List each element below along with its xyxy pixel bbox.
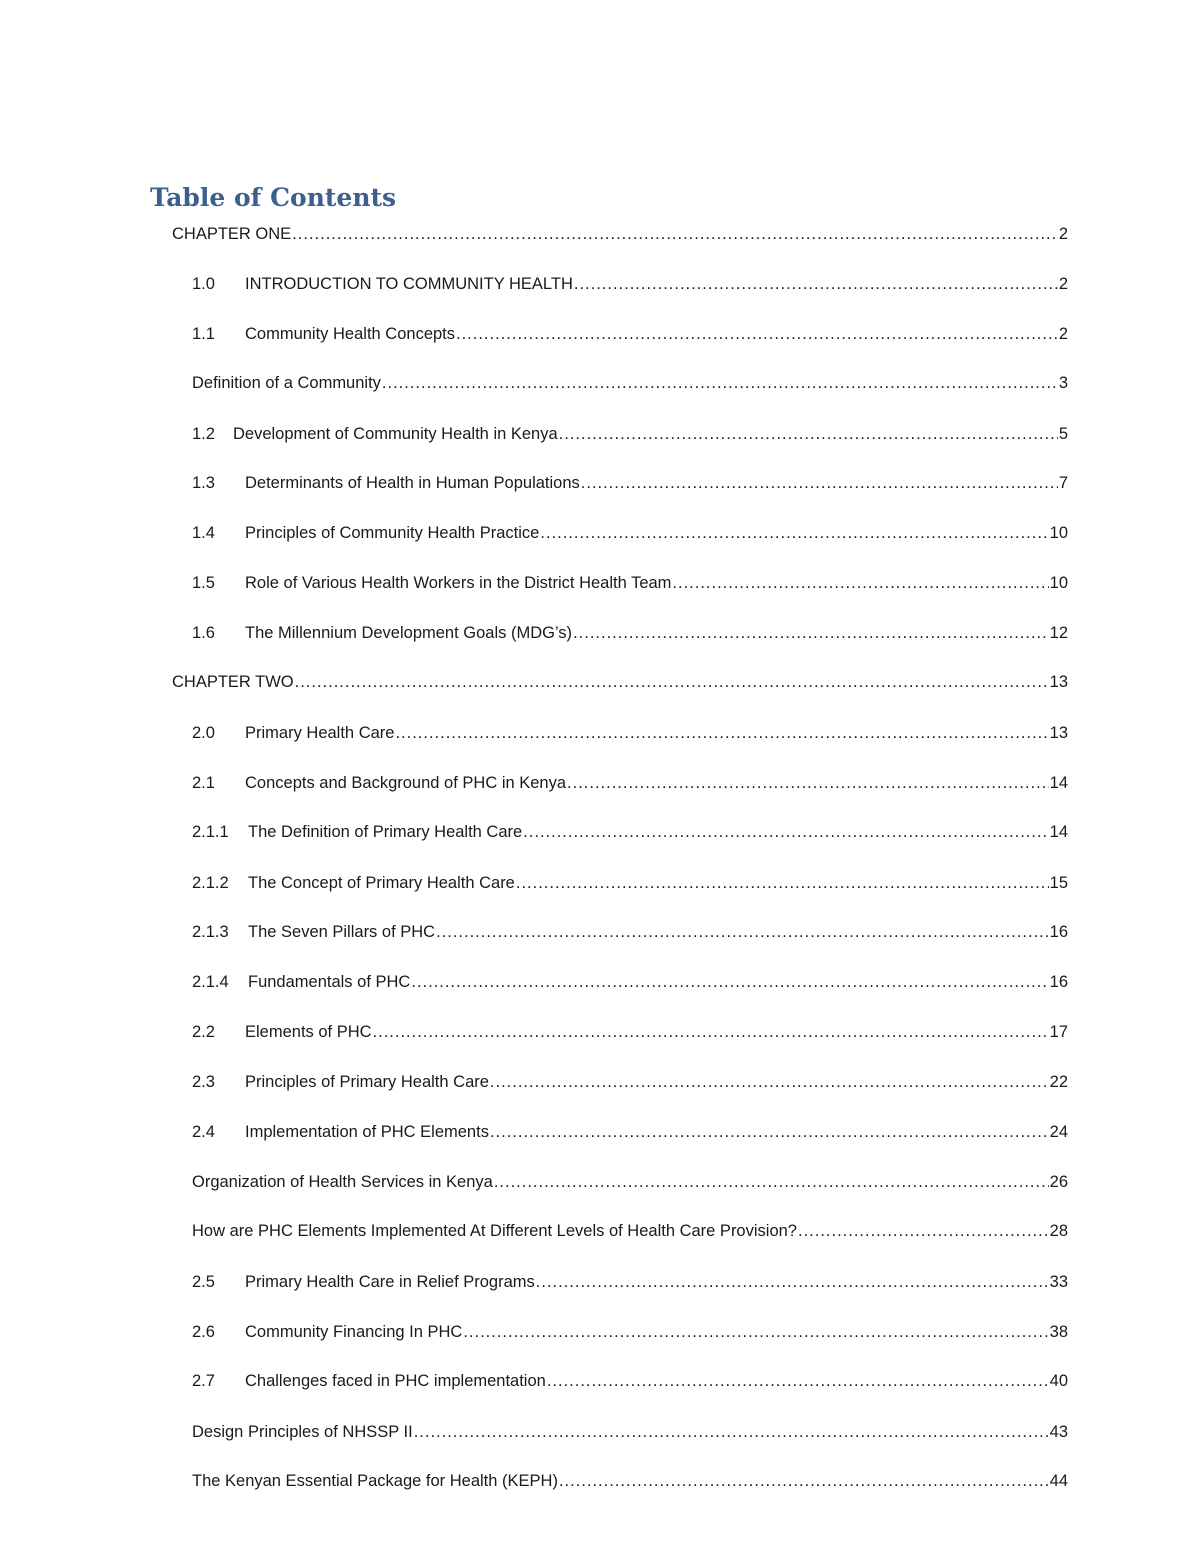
toc-entry-label: The Concept of Primary Health Care [248,874,515,892]
toc-entry[interactable] [172,670,1068,694]
toc-entry-number: 1.3 [192,474,215,492]
toc-leader [547,1369,1049,1393]
toc-entry-page: 44 [1049,1472,1068,1490]
toc-entry-number: 1.6 [192,624,215,642]
toc-entry-number: 2.1.2 [192,874,229,892]
toc-entry-number: 2.6 [192,1323,215,1341]
toc-entry-label: Organization of Health Services in Kenya [192,1173,493,1191]
toc-entry-number: 2.1 [192,774,215,792]
toc-entry-label: Concepts and Background of PHC in Kenya [245,774,567,792]
toc-entry-page: 15 [1049,874,1068,892]
toc-leader [414,1420,1049,1444]
toc-entry[interactable] [192,1120,1068,1144]
toc-entry-page: 33 [1049,1273,1068,1291]
toc-entry-number: 1.2 [192,425,215,443]
toc-leader [494,1170,1049,1194]
toc-entry-label: Primary Health Care in Relief Programs [245,1273,535,1291]
toc-entry[interactable] [192,920,1068,944]
toc-entry-page: 22 [1049,1073,1068,1091]
toc-entry[interactable] [192,1369,1068,1393]
toc-entry-number: 2.3 [192,1073,215,1091]
toc-entry-page: 38 [1049,1323,1068,1341]
toc-entry[interactable] [192,1320,1068,1344]
toc-entry[interactable] [192,322,1068,346]
toc-entry-page: 40 [1049,1372,1068,1390]
toc-entry-page: 2 [1058,225,1068,243]
toc-entry-label: The Definition of Primary Health Care [248,823,523,841]
toc-leader [395,721,1048,745]
toc-entry[interactable] [192,1270,1068,1294]
toc-entry-number: 2.4 [192,1123,215,1141]
toc-entry-page: 16 [1049,973,1068,991]
toc-entry[interactable] [172,222,1068,246]
toc-entry-label: Determinants of Health in Human Populations [245,474,580,492]
toc-leader [573,621,1049,645]
toc-entry-page: 2 [1058,325,1068,343]
toc-entry-label: INTRODUCTION TO COMMUNITY HEALTH [245,275,573,293]
toc-leader [672,571,1048,595]
toc-entry[interactable] [192,1070,1068,1094]
toc-entry-label: Fundamentals of PHC [248,973,411,991]
toc-leader [295,670,1049,694]
toc-entry-page: 13 [1049,673,1068,691]
toc-entry-page: 10 [1049,574,1068,592]
toc-entry-number: 1.5 [192,574,215,592]
toc-leader [292,222,1058,246]
toc-leader [490,1120,1049,1144]
toc-entry-label: CHAPTER ONE [172,225,292,243]
toc-entry-page: 10 [1049,524,1068,542]
toc-entry-page: 12 [1049,624,1068,642]
toc-entry-number: 2.0 [192,724,215,742]
toc-entry[interactable] [192,621,1068,645]
toc-entry[interactable] [192,471,1068,495]
toc-entry-number: 1.4 [192,524,215,542]
toc-leader [540,521,1048,545]
toc-leader [490,1070,1049,1094]
toc-leader [567,771,1049,795]
toc-entry-page: 2 [1058,275,1068,293]
toc-entry-label: How are PHC Elements Implemented At Different Levels of Health Care Provision? [192,1222,797,1240]
toc-entry-page: 13 [1049,724,1068,742]
toc-entry-page: 5 [1058,425,1068,443]
toc-entry-label: Community Financing In PHC [245,1323,463,1341]
toc-entry-page: 43 [1049,1423,1068,1441]
toc-leader [559,1469,1049,1493]
toc-leader [523,820,1048,844]
toc-entry-number: 2.7 [192,1372,215,1390]
toc-entry-label: Development of Community Health in Kenya [233,425,558,443]
toc-entry[interactable] [192,521,1068,545]
toc-entry-label: The Seven Pillars of PHC [248,923,436,941]
toc-entry-number: 2.2 [192,1023,215,1041]
toc-entry-page: 24 [1049,1123,1068,1141]
toc-entry[interactable] [192,970,1068,994]
toc-leader [411,970,1048,994]
toc-entry-label: Primary Health Care [245,724,395,742]
toc-entry[interactable] [192,422,1068,446]
toc-entry-number: 1.1 [192,325,215,343]
toc-entry-label: Role of Various Health Workers in the District Health Team [245,574,672,592]
toc-entry-label: Challenges faced in PHC implementation [245,1372,546,1390]
toc-leader [798,1219,1049,1243]
toc-entry-page: 14 [1049,823,1068,841]
toc-leader [456,322,1058,346]
toc-entry[interactable] [192,571,1068,595]
toc-leader [373,1020,1049,1044]
toc-leader [463,1320,1048,1344]
toc-entry-page: 26 [1049,1173,1068,1191]
toc-entry-label: Community Health Concepts [245,325,456,343]
toc-entry-label: Principles of Community Health Practice [245,524,540,542]
toc-entry-number: 2.1.3 [192,923,229,941]
toc-entry-label: Elements of PHC [245,1023,372,1041]
toc-entry[interactable] [192,1469,1068,1493]
toc-entry[interactable] [192,871,1068,895]
toc-entry-label: Implementation of PHC Elements [245,1123,489,1141]
toc-title: Table of Contents [150,183,397,212]
toc-entry-page: 3 [1058,374,1068,392]
toc-entry-label: The Millennium Development Goals (MDG’s) [245,624,573,642]
toc-entry-label: Principles of Primary Health Care [245,1073,489,1091]
toc-entry-page: 17 [1049,1023,1068,1041]
toc-entry-page: 28 [1049,1222,1068,1240]
toc-entry[interactable] [192,1219,1068,1243]
toc-entry-number: 1.0 [192,275,215,293]
toc-entry-label: CHAPTER TWO [172,673,294,691]
toc-entry-page: 16 [1049,923,1068,941]
toc-entry-page: 7 [1058,474,1068,492]
toc-leader [574,272,1058,296]
toc-leader [436,920,1049,944]
toc-entry[interactable] [192,371,1068,395]
toc-leader [516,871,1049,895]
toc-entry[interactable] [192,721,1068,745]
toc-leader [581,471,1058,495]
toc-entry[interactable] [192,1020,1068,1044]
toc-leader [382,371,1058,395]
toc-entry-page: 14 [1049,774,1068,792]
toc-entry-label: Design Principles of NHSSP II [192,1423,413,1441]
toc-entry-number: 2.5 [192,1273,215,1291]
toc-entry[interactable] [192,272,1068,296]
toc-entry-label: Definition of a Community [192,374,381,392]
toc-entry[interactable] [192,771,1068,795]
toc-leader [536,1270,1049,1294]
toc-entry[interactable] [192,820,1068,844]
toc-entry-label: The Kenyan Essential Package for Health (KEPH) [192,1472,558,1490]
toc-leader [559,422,1058,446]
toc-entry[interactable] [192,1170,1068,1194]
toc-entry-number: 2.1.4 [192,973,229,991]
toc-entry-number: 2.1.1 [192,823,229,841]
toc-entry[interactable] [192,1420,1068,1444]
